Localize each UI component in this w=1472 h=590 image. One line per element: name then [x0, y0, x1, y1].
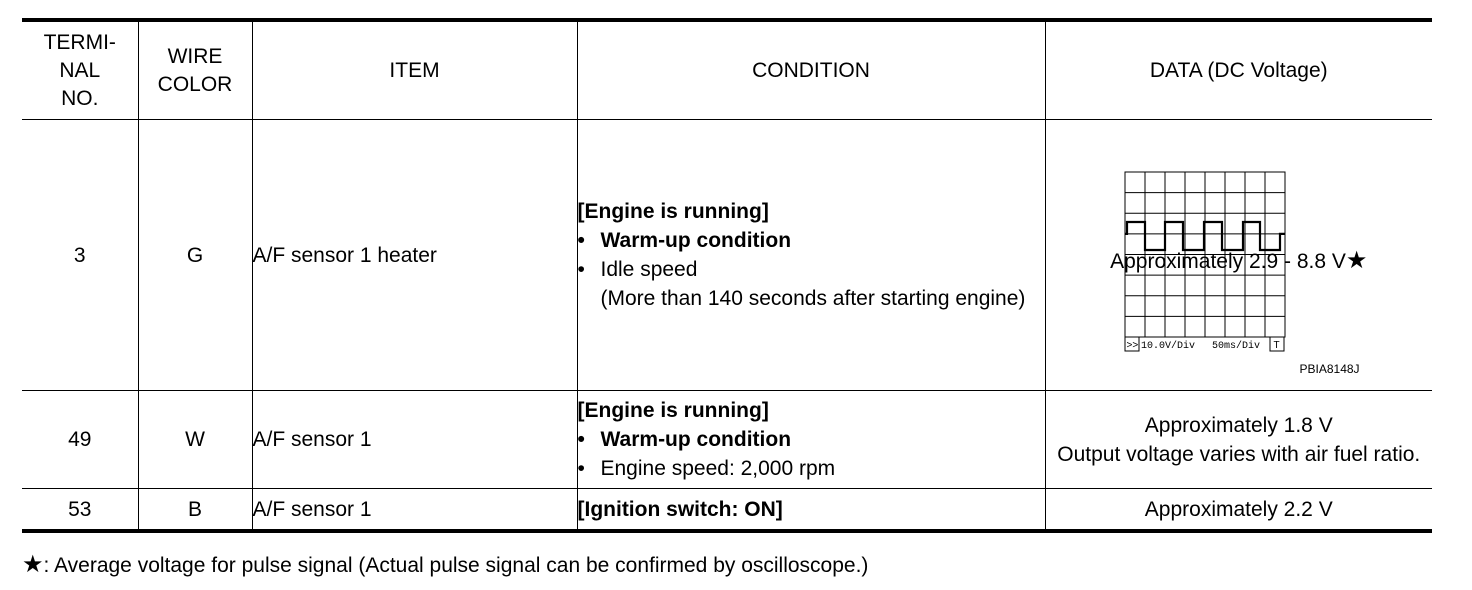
figure-code: PBIA8148J: [1299, 362, 1360, 376]
condition-heading: [Ignition switch: ON]: [577, 497, 783, 521]
data-text: Approximately 2.9 - 8.8 V: [1110, 249, 1346, 273]
footnote-text: : Average voltage for pulse signal (Actual pulse signal can be confirmed by oscilloscope.): [43, 554, 869, 577]
trigger-mark: >>: [1126, 340, 1138, 351]
item-cell: A/F sensor 1 heater: [252, 120, 577, 391]
condition-cell: [577, 489, 1045, 532]
pulse-signal-trace: [1125, 222, 1285, 250]
star-icon: ★: [1345, 246, 1368, 274]
header-terminal-no: TERMI- NAL NO.: [22, 20, 138, 120]
terminal-cell: 53: [22, 489, 138, 532]
condition-bullet: [578, 454, 1045, 483]
wire-color-cell: W: [138, 391, 252, 489]
item-cell: A/F sensor 1: [252, 391, 577, 489]
bullet-text: Engine speed: 2,000 rpm: [600, 457, 836, 480]
scope-grid: [1125, 172, 1285, 337]
condition-bullet: [578, 425, 1045, 454]
data-value: Approximately 1.8 V: [1144, 413, 1333, 437]
terminal-cell: 49: [22, 391, 138, 489]
oscilloscope-waveform: [1122, 171, 1287, 355]
condition-bullet: [578, 255, 1045, 284]
time-per-div-label: 50ms/Div: [1211, 341, 1260, 352]
data-cell: [1045, 120, 1432, 391]
wire-color-cell: G: [138, 120, 252, 391]
bullet-marker: •: [577, 457, 585, 480]
volts-per-div-label: 10.0V/Div: [1140, 341, 1195, 352]
table-row: [22, 489, 1432, 532]
condition-cell: [577, 120, 1045, 391]
bullet-marker: •: [577, 428, 585, 451]
table-row: [22, 120, 1432, 391]
bullet-text: Warm-up condition: [600, 229, 792, 252]
terminal-data-table: [22, 18, 1432, 533]
data-description: Output voltage varies with air fuel ratio.: [1057, 442, 1421, 466]
bullet-marker: •: [577, 229, 585, 252]
condition-heading: [Engine is running]: [577, 200, 769, 223]
header-condition: CONDITION: [577, 20, 1045, 120]
condition-bullet: [578, 226, 1045, 255]
trigger-t-mark: T: [1273, 340, 1280, 351]
condition-note: (More than 140 seconds after starting engine): [600, 287, 1026, 310]
footnote: [22, 550, 868, 580]
header-wire-color: WIRE COLOR: [138, 20, 252, 120]
terminal-cell: 3: [22, 120, 138, 391]
data-cell: Approximately 2.2 V: [1045, 489, 1432, 532]
data-cell: [1045, 391, 1432, 489]
bullet-text: Idle speed: [600, 258, 698, 281]
table-row: [22, 391, 1432, 489]
star-icon: ★: [22, 551, 44, 578]
condition-heading: [Engine is running]: [577, 399, 769, 422]
header-data: DATA (DC Voltage): [1045, 20, 1432, 120]
bullet-text: Warm-up condition: [600, 428, 792, 451]
wire-color-cell: B: [138, 489, 252, 532]
table-header-row: [22, 20, 1432, 120]
bullet-marker: •: [577, 258, 585, 281]
header-item: ITEM: [252, 20, 577, 120]
condition-cell: [577, 391, 1045, 489]
item-cell: A/F sensor 1: [252, 489, 577, 532]
